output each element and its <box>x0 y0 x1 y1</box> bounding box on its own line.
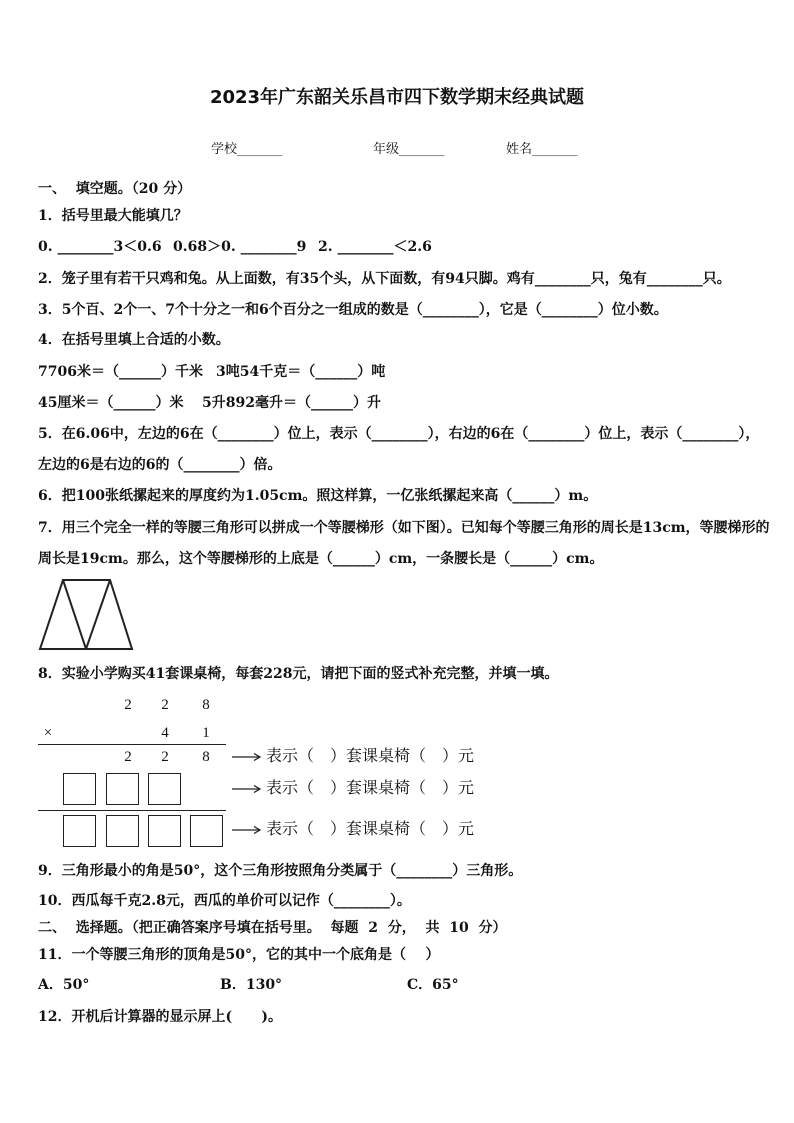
question-10: 10．西瓜每千克2.8元，西瓜的单价可以记作（________）。 <box>38 893 411 909</box>
section-heading-fill-in: 一、 填空题。（20 分） <box>38 181 192 197</box>
question-1-part-b: 0.68＞0. ________9 <box>173 239 307 255</box>
multiplication-rule-bottom <box>38 810 226 811</box>
question-11-option-b: B．130° <box>220 977 283 993</box>
school-field: 学校_______ <box>211 142 283 157</box>
partial-product-digit: 8 <box>202 749 210 765</box>
question-7-line-2: 周长是19cm。那么，这个等腰梯形的上底是（______）cm，一条腰长是（______）cm。 <box>38 551 604 567</box>
multiplicand-digit: 2 <box>161 697 169 713</box>
multiply-sign: × <box>43 725 53 741</box>
name-field: 姓名_______ <box>506 142 578 157</box>
question-11-option-a: A．50° <box>38 977 90 993</box>
question-2: 2．笼子里有若干只鸡和兔。从上面数，有35个头，从下面数，有94只脚。鸡有________只，兔有________只。 <box>38 271 731 287</box>
question-1-part-c: 2. ________＜2.6 <box>318 239 432 255</box>
trapezoid-figure <box>36 576 136 654</box>
multiplicand-digit: 2 <box>124 697 132 713</box>
question-11: 11．一个等腰三角形的顶角是50°，它的其中一个底角是（ ） <box>38 947 440 963</box>
page-title: 2023年广东韶关乐昌市四下数学期末经典试题 <box>209 87 585 108</box>
question-4-item-d: 5升892毫升＝（______）升 <box>202 395 381 411</box>
question-11-option-c: C．65° <box>407 977 459 993</box>
multiplicand-digit: 8 <box>202 697 210 713</box>
explanation-row-2: 表示（ ）套课桌椅（ ）元 <box>266 780 475 797</box>
question-4: 4．在括号里填上合适的小数。 <box>38 332 230 348</box>
arrow-right-icon <box>232 825 262 835</box>
multiplier-digit: 1 <box>202 725 210 741</box>
question-4-item-a: 7706米＝（______）千米 <box>38 364 203 380</box>
answer-box <box>190 815 223 847</box>
question-1: 1．括号里最大能填几？ <box>38 208 188 224</box>
arrow-right-icon <box>232 752 262 762</box>
triangle-divider-right <box>86 580 110 649</box>
multiplier-digit: 4 <box>161 725 169 741</box>
answer-box <box>63 815 96 847</box>
question-1-part-a: 0. ________3＜0.6 <box>38 239 162 255</box>
partial-product-digit: 2 <box>161 749 169 765</box>
question-6: 6．把100张纸摞起来的厚度约为1.05cm。照这样算，一亿张纸摞起来高（______）m。 <box>38 488 598 504</box>
triangle-divider-left <box>63 580 86 649</box>
answer-box <box>106 815 139 847</box>
explanation-row-3: 表示（ ）套课桌椅（ ）元 <box>266 821 475 838</box>
answer-box <box>148 815 181 847</box>
answer-box <box>106 773 139 805</box>
question-5-line-1: 5．在6.06中，左边的6在（________）位上，表示（________），右边的6在（________）位上，表示（________）， <box>38 426 760 442</box>
question-9: 9．三角形最小的角是50°，这个三角形按照角分类属于（________）三角形。 <box>38 863 523 879</box>
question-8: 8．实验小学购买41套课桌椅，每套228元，请把下面的竖式补充完整，并填一填。 <box>38 666 559 682</box>
multiplication-rule-top <box>38 744 226 745</box>
question-7-line-1: 7．用三个完全一样的等腰三角形可以拼成一个等腰梯形（如下图）。已知每个等腰三角形的周长是13cm，等腰梯形的 <box>38 520 770 536</box>
partial-product-digit: 2 <box>124 749 132 765</box>
section-heading-choice: 二、 选择题。（把正确答案序号填在括号里。 每题 2 分， 共 10 分） <box>38 920 507 936</box>
answer-box <box>148 773 181 805</box>
grade-field: 年级_______ <box>373 142 445 157</box>
explanation-row-1: 表示（ ）套课桌椅（ ）元 <box>266 748 475 765</box>
question-4-item-c: 45厘米＝（______）米 <box>38 395 184 411</box>
question-3: 3．5个百、2个一、7个十分之一和6个百分之一组成的数是（________），它是（________）位小数。 <box>38 302 668 318</box>
answer-box <box>63 773 96 805</box>
arrow-right-icon <box>232 784 262 794</box>
question-12: 12．开机后计算器的显示屏上( )。 <box>38 1009 282 1025</box>
trapezoid-outline <box>40 580 132 649</box>
question-5-line-2: 左边的6是右边的6的（________）倍。 <box>38 457 282 473</box>
question-4-item-b: 3吨54千克＝（______）吨 <box>216 364 386 380</box>
